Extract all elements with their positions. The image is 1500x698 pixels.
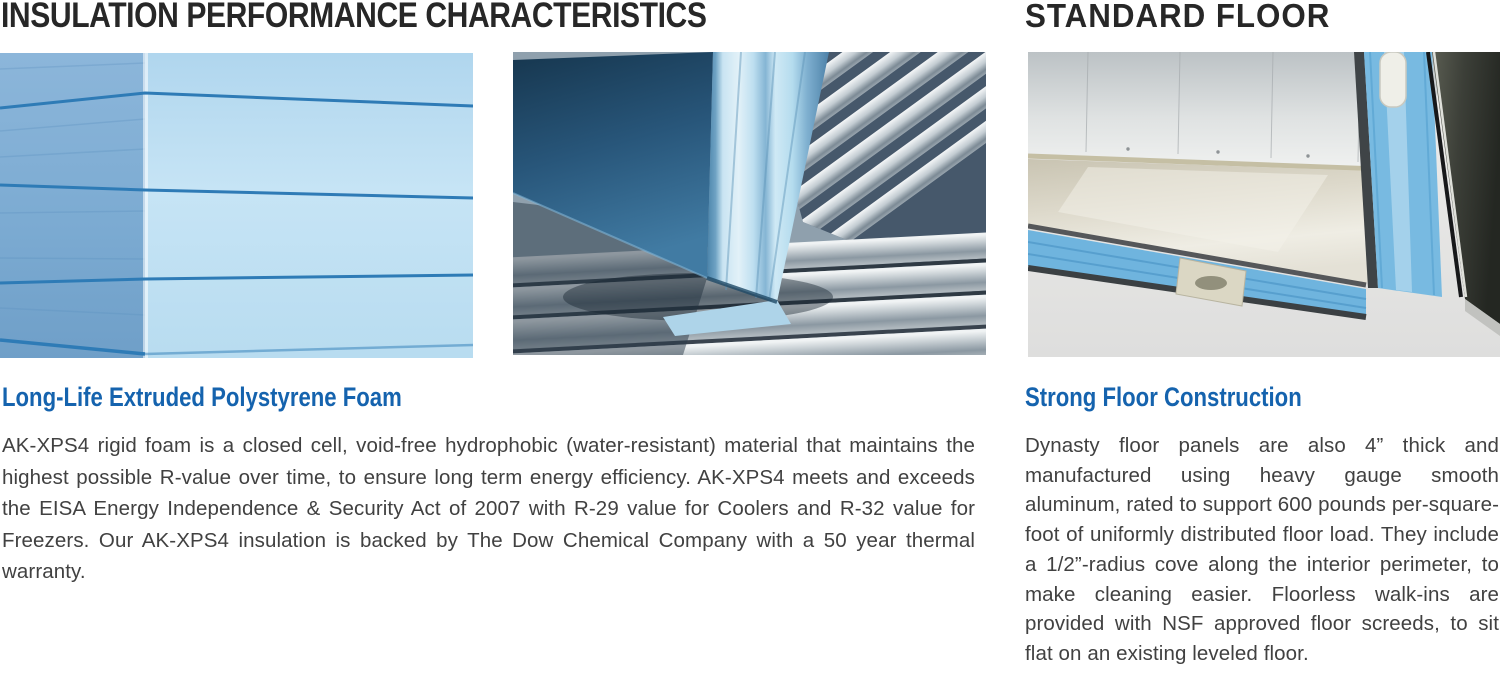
floor-subheading: Strong Floor Construction [1025, 382, 1302, 412]
foam-panel-on-rollers-photo [513, 52, 986, 355]
floor-body-text: Dynasty floor panels are also 4” thick and manufactured using heavy gauge smooth aluminum, rated to support 600 pounds per-square-foot of uniformly distributed floor load. They include a 1/2”-radius cove along the interior perimeter, to make cleaning easier. Floorless walk-ins are provided with NSF approved floor screeds, to sit flat on an existing leveled floor. [1025, 434, 1499, 665]
standard-floor-section-title: STANDARD FLOOR [1025, 0, 1331, 34]
insulation-subheading: Long-Life Extruded Polystyrene Foam [2, 382, 402, 412]
foam-board-stack-photo [0, 53, 473, 358]
floor-panel-cutaway-photo [1028, 52, 1500, 357]
insulation-body-text: AK-XPS4 rigid foam is a closed cell, void-free hydrophobic (water-resistant) material that maintains the highest possible R-value over time, to ensure long term energy efficiency. AK-XPS4 meets and exceeds the EISA Energy Independence & Security Act of 2007 with R-29 value for Coolers and R-32 value for Freezers. Our AK-XPS4 insulation is backed by The Dow Chemical Company with a 50 year thermal warranty. [2, 434, 975, 584]
floor-panel-cutaway-illustration [1028, 52, 1500, 357]
foam-board-stack-illustration [0, 53, 473, 358]
foam-panel-on-rollers-illustration [513, 52, 986, 355]
insulation-section-title: INSULATION PERFORMANCE CHARACTERISTICS [1, 0, 707, 35]
